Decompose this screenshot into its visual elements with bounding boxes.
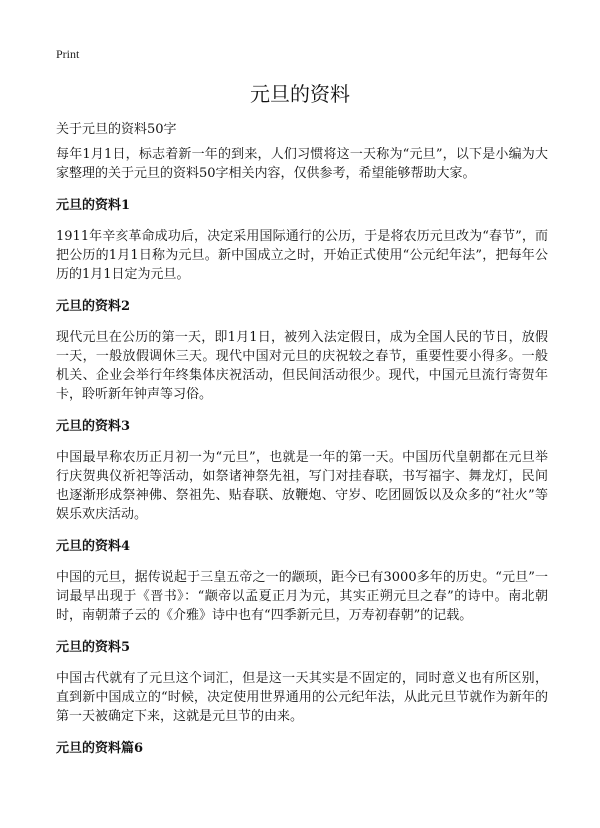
section-heading: 元旦的资料4 bbox=[56, 539, 131, 554]
section-heading: 元旦的资料5 bbox=[56, 640, 131, 655]
section-heading: 元旦的资料1 bbox=[56, 198, 131, 213]
document-subtitle: 关于元旦的资料50字 bbox=[56, 122, 177, 137]
section-heading: 元旦的资料2 bbox=[56, 299, 131, 314]
print-link[interactable]: Print bbox=[56, 47, 80, 61]
page-title: 元旦的资料 bbox=[250, 82, 350, 106]
section-1 bbox=[56, 196, 548, 284]
section-body: 中国的元旦，据传说起于三皇五帝之一的颛顼，距今已有3000多年的历史。“元旦”一词最早出现于《晋书》：“颛帝以孟夏正月为元，其实正朔元旦之春”的诗中。南北朝时，南朝萧子云的《介雅》诗中也有“四季新元旦，万寿初春朝”的记载。 bbox=[56, 570, 548, 623]
section-body: 中国最早称农历正月初一为“元旦”，也就是一年的第一天。中国历代皇朝都在元旦举行庆贺典仪祈祀等活动，如祭诸神祭先祖，写门对挂春联，书写福字、舞龙灯，民间也逐渐形成祭神佛、祭祖先、贴春联、放鞭炮、守岁、吃团圆饭以及众多的“社火”等娱乐欢庆活动。 bbox=[56, 450, 548, 522]
section-6 bbox=[56, 739, 548, 758]
section-5 bbox=[56, 638, 548, 726]
intro-paragraph: 每年1月1日，标志着新一年的到来，人们习惯将这一天称为“元旦”，以下是小编为大家整理的关于元旦的资料50字相关内容，仅供参考，希望能够帮助大家。 bbox=[56, 147, 548, 181]
section-heading: 元旦的资料篇6 bbox=[56, 741, 144, 756]
section-4 bbox=[56, 537, 548, 625]
document-content bbox=[56, 145, 548, 770]
section-heading: 元旦的资料3 bbox=[56, 419, 131, 434]
section-body: 现代元旦在公历的第一天，即1月1日，被列入法定假日，成为全国人民的节日，放假一天，一般放假调休三天。现代中国对元旦的庆祝较之春节，重要性要小得多。一般机关、企业会举行年终集体庆祝活动，但民间活动很少。现代，中国元旦流行寄贺年卡，聆听新年钟声等习俗。 bbox=[56, 330, 548, 402]
section-3 bbox=[56, 417, 548, 524]
section-body: 中国古代就有了元旦这个词汇，但是这一天其实是不固定的，同时意义也有所区别，直到新中国成立的“时候，决定使用世界通用的公元纪年法，从此元旦节就作为新年的第一天被确定下来，这就是元旦节的由来。 bbox=[56, 671, 548, 724]
section-2 bbox=[56, 297, 548, 404]
section-body: 1911年辛亥革命成功后，决定采用国际通行的公历，于是将农历元旦改为“春节”，而把公历的1月1日称为元旦。新中国成立之时，开始正式使用“公元纪年法”，把每年公历的1月1日定为元旦。 bbox=[56, 229, 548, 282]
